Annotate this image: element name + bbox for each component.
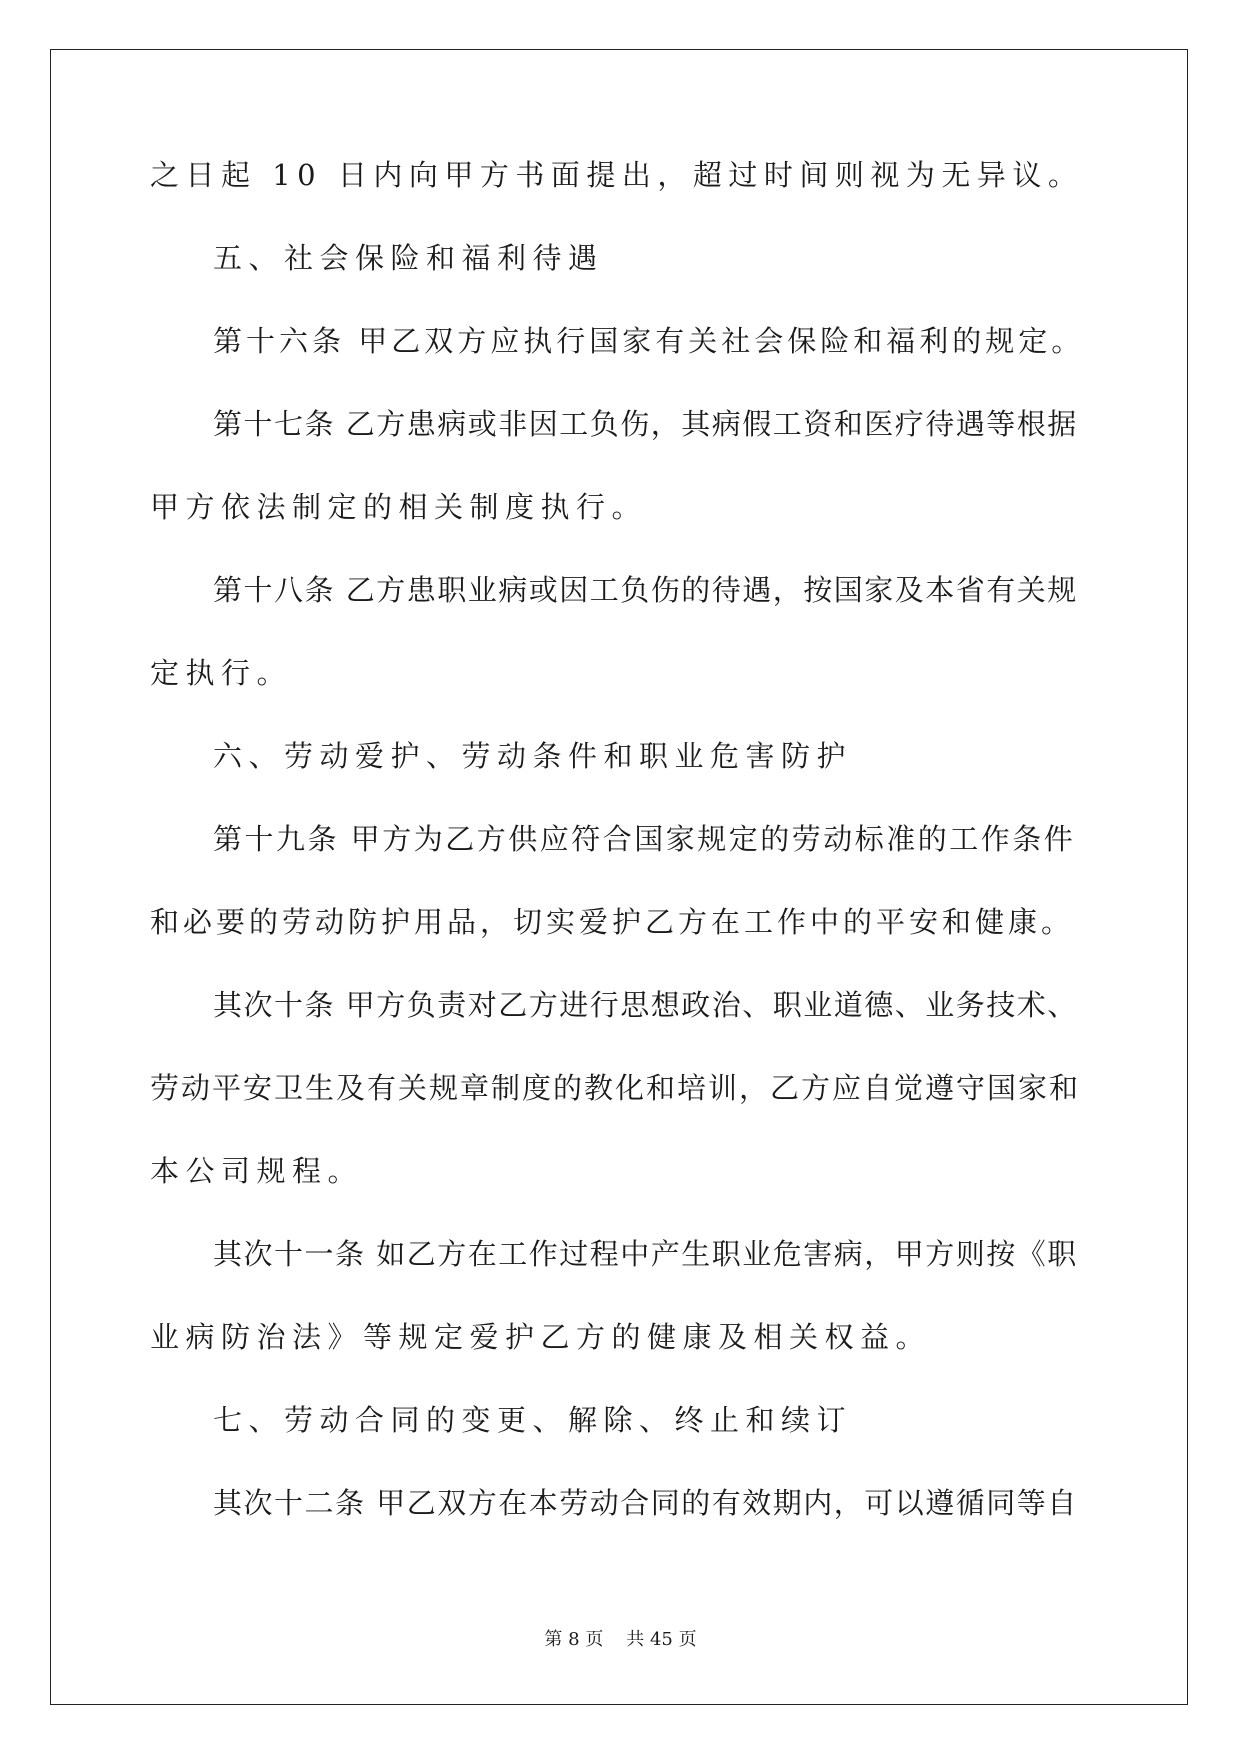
section-heading: 五、社会保险和福利待遇 xyxy=(213,241,604,275)
body-line: 和必要的劳动防护用品，切实爱护乙方在工作中的平安和健康。 xyxy=(150,905,1075,939)
section-heading: 七、劳动合同的变更、解除、终止和续订 xyxy=(213,1403,853,1437)
body-line: 本公司规程。 xyxy=(150,1154,364,1188)
body-line: 定执行。 xyxy=(150,656,293,690)
article-line: 第十八条 乙方患职业病或因工负伤的待遇，按国家及本省有关规 xyxy=(213,573,1078,607)
body-line: 甲方依法制定的相关制度执行。 xyxy=(150,490,648,524)
body-line: 之日起 10 日内向甲方书面提出，超过时间则视为无异议。 xyxy=(150,158,1084,192)
section-heading: 六、劳动爱护、劳动条件和职业危害防护 xyxy=(213,739,853,773)
article-line: 其次十二条 甲乙双方在本劳动合同的有效期内，可以遵循同等自 xyxy=(213,1486,1078,1520)
page-total: 共 45 页 xyxy=(626,1629,697,1650)
page-border xyxy=(50,49,1188,1705)
body-line: 劳动平安卫生及有关规章制度的教化和培训，乙方应自觉遵守国家和 xyxy=(150,1071,1081,1105)
article-line: 第十九条 甲方为乙方供应符合国家规定的劳动标准的工作条件 xyxy=(213,822,1076,856)
page-number: 第 8 页 xyxy=(544,1629,604,1650)
article-line: 其次十一条 如乙方在工作过程中产生职业危害病，甲方则按《职 xyxy=(213,1237,1078,1271)
body-line: 业病防治法》等规定爱护乙方的健康及相关权益。 xyxy=(150,1320,932,1354)
article-line: 第十六条 甲乙双方应执行国家有关社会保险和福利的规定。 xyxy=(213,324,1085,358)
page-footer xyxy=(0,1628,1241,1652)
article-line: 第十七条 乙方患病或非因工负伤，其病假工资和医疗待遇等根据 xyxy=(213,407,1078,441)
article-line: 其次十条 甲方负责对乙方进行思想政治、职业道德、业务技术、 xyxy=(213,988,1078,1022)
